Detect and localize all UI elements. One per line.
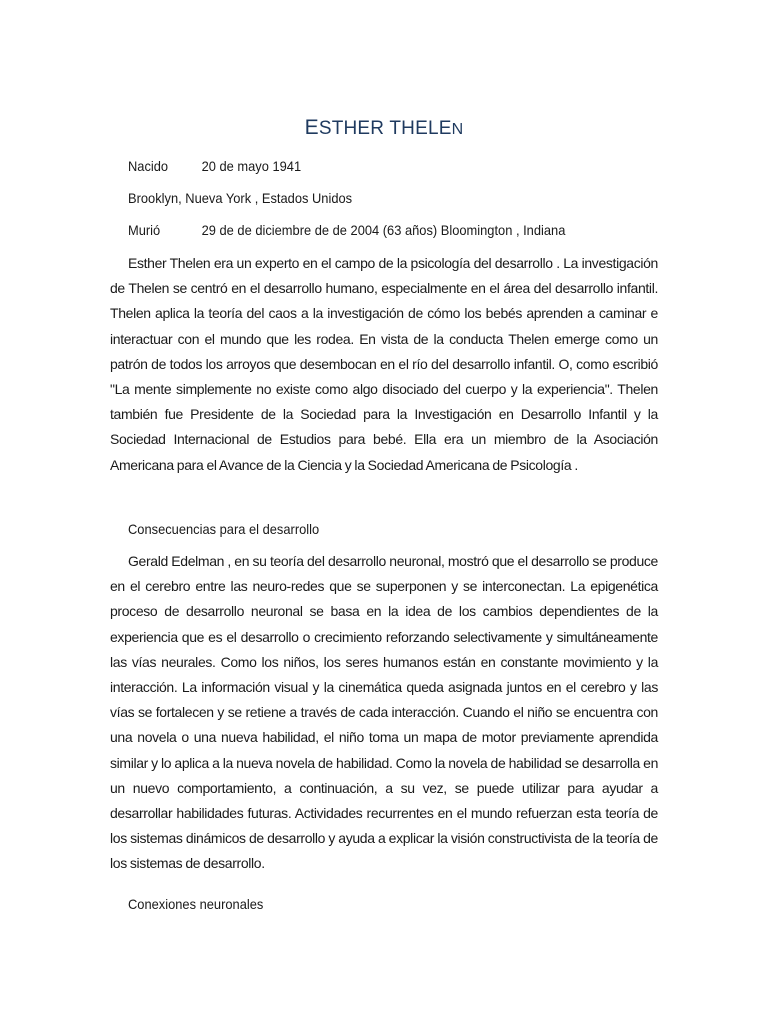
died-line xyxy=(128,221,565,239)
title-first-letter: E xyxy=(304,116,319,139)
birthplace-value: Brooklyn, Nueva York , Estados Unidos xyxy=(128,190,353,206)
section-heading-consecuencias: Consecuencias para el desarrollo xyxy=(128,521,320,537)
document-title xyxy=(0,116,768,140)
died-value: 29 de de diciembre de de 2004 (63 años) Bloomington , Indiana xyxy=(201,222,566,238)
born-value: 20 de mayo 1941 xyxy=(201,158,302,174)
intro-paragraph: Esther Thelen era un experto en el campo de la psicología del desarrollo . La investigación de Thelen se centró en el desarrollo humano, especialmente en el área del desarrollo infantil. Thelen aplica la teoría del caos a la investigación de cómo los bebés aprenden a caminar e interactuar con el mundo que les rodea. En vista de la conducta Thelen emerge como un patrón de todos los arroyos que desembocan en el río del desarrollo infantil. O, como escribió "La mente simplemente no existe como algo disociado del cuerpo y la experiencia". Thelen también fue Presidente de la Sociedad para la Investigación en Desarrollo Infantil y la Sociedad Internacional de Estudios para bebé. Ella era un miembro de la Asociación Americana para el Avance de la Ciencia y la Sociedad Americana de Psicología . xyxy=(110,255,658,473)
birthplace-line xyxy=(128,189,352,207)
section-heading-conexiones: Conexiones neuronales xyxy=(128,896,264,912)
born-line xyxy=(128,157,301,175)
died-label: Murió xyxy=(128,222,161,238)
section-paragraph-consecuencias: Gerald Edelman , en su teoría del desarrollo neuronal, mostró que el desarrollo se produce en el cerebro entre las neuro-redes que se superponen y se interconectan. La epigenética proceso de desarrollo neuronal se basa en la idea de los cambios dependientes de la experiencia que es el desarrollo o crecimiento reforzando selectivamente y simultáneamente las vías neurales. Como los niños, los seres humanos están en constante movimiento y la interacción. La información visual y la cinemática queda asignada juntos en el cerebro y las vías se fortalecen y se retiene a través de cada interacción. Cuando el niño se encuentra con una novela o una nueva habilidad, el niño toma un mapa de motor previamente aprendida similar y lo aplica a la nueva novela de habilidad. Como la novela de habilidad se desarrolla en un nuevo comportamiento, a continuación, a su vez, se puede utilizar para ayudar a desarrollar habilidades futuras. Actividades recurrentes en el mundo refuerzan esta teoría de los sistemas dinámicos de desarrollo y ayuda a explicar la visión constructivista de la teoría de los sistemas de desarrollo. xyxy=(110,553,658,872)
born-label: Nacido xyxy=(128,158,169,174)
title-middle: STHER THELE xyxy=(318,118,452,139)
title-last-letter: N xyxy=(451,121,464,138)
